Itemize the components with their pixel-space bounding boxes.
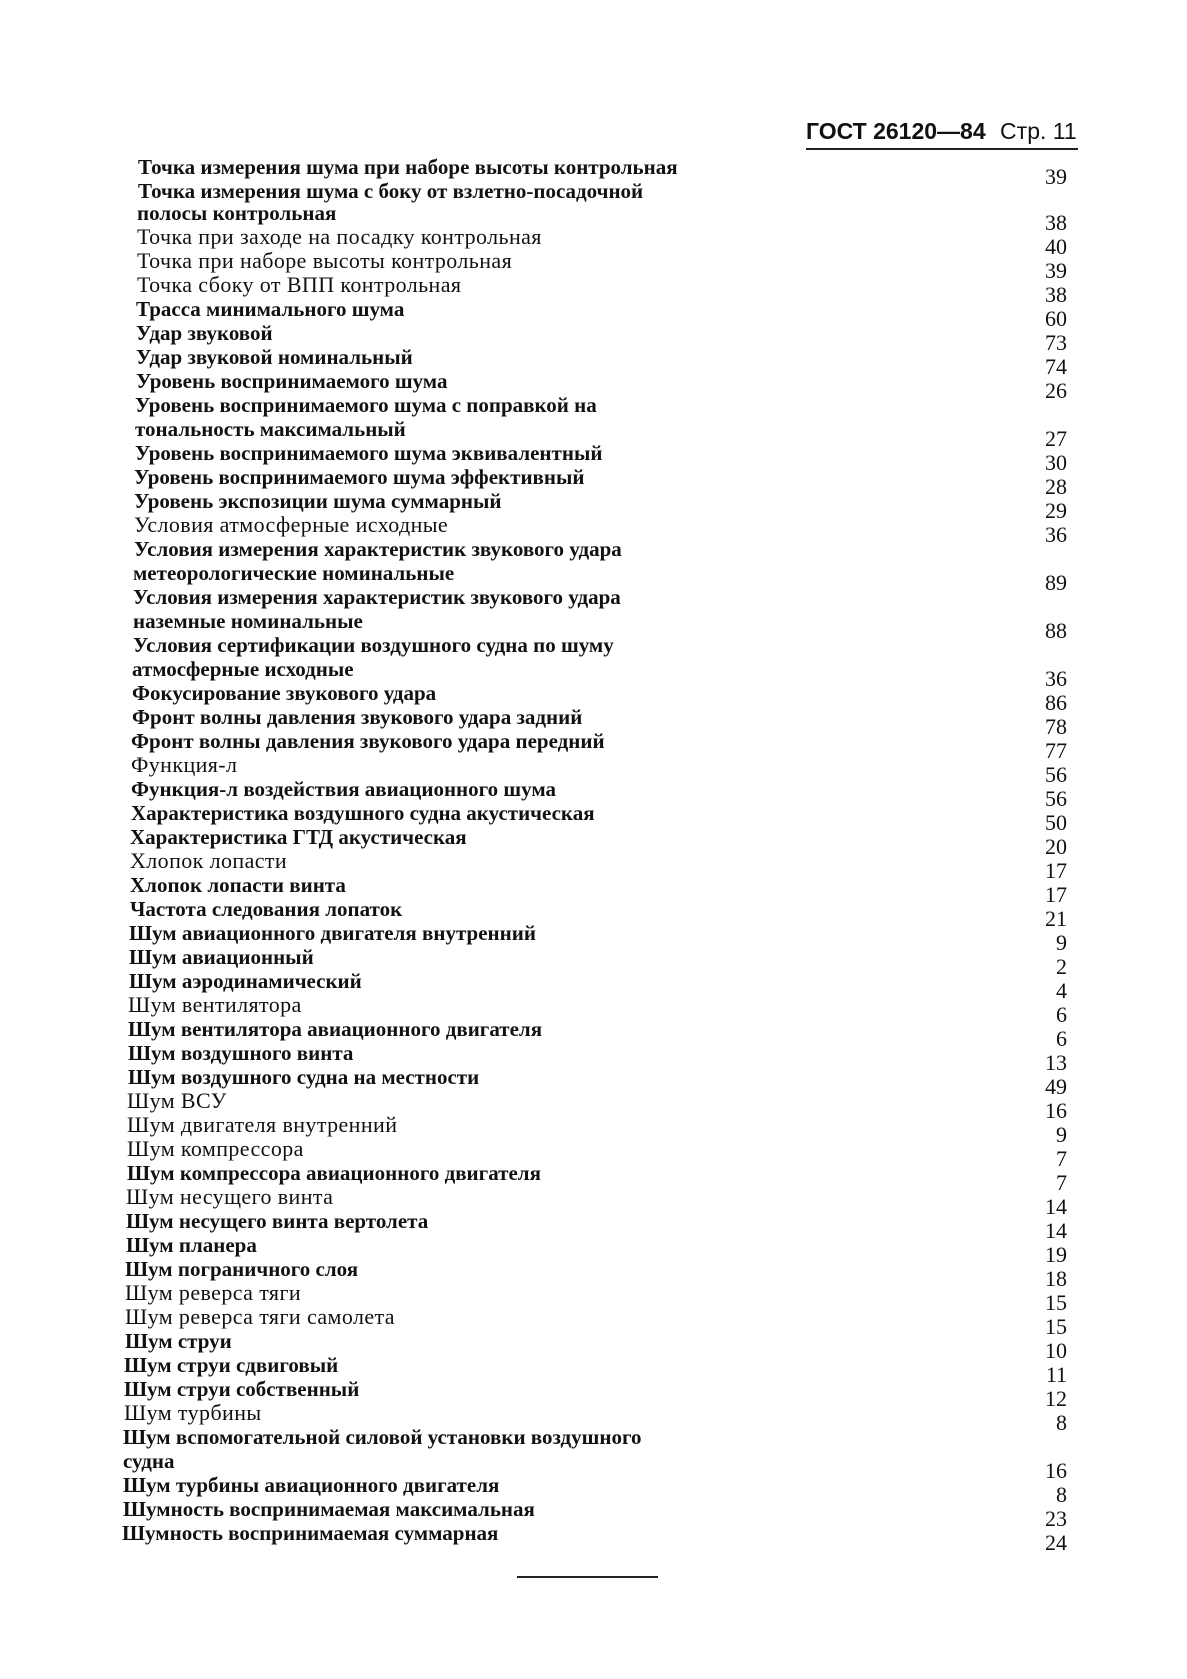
index-term: Удар звуковой: [136, 321, 273, 345]
index-term: Хлопок лопасти: [130, 848, 288, 873]
index-term: Хлопок лопасти винта: [130, 873, 346, 897]
index-page-number: 36: [1045, 522, 1067, 547]
index-page-number: 60: [1045, 306, 1067, 331]
index-term: Шум вентилятора авиационного двигателя: [128, 1017, 543, 1041]
index-page-number: 16: [1045, 1098, 1067, 1123]
index-term: Шум вентилятора: [128, 992, 302, 1017]
index-page-number: 49: [1045, 1074, 1067, 1099]
index-page-number: 16: [1045, 1458, 1067, 1483]
index-term: Шум турбины: [124, 1400, 262, 1425]
standard-number: ГОСТ 26120—84: [806, 118, 986, 144]
index-term: Шум воздушного судна на местности: [128, 1065, 480, 1089]
index-term: Трасса минимального шума: [136, 297, 405, 321]
index-term: Частота следования лопаток: [130, 897, 403, 921]
page-number: Стр. 11: [1000, 118, 1077, 144]
index-page-number: 20: [1045, 834, 1067, 859]
index-term: Шум планера: [126, 1233, 257, 1257]
index-page-number: 36: [1045, 666, 1067, 691]
index-page-number: 13: [1045, 1050, 1067, 1075]
index-term: Фокусирование звукового удара: [132, 681, 437, 705]
index-term: Фронт волны давления звукового удара задний: [132, 705, 583, 729]
index-term: Шумность воспринимаемая максимальная: [123, 1497, 535, 1521]
index-term: Шум вспомогательной силовой установки воздушного: [123, 1425, 642, 1449]
index-term: метеорологические номинальные: [133, 561, 455, 585]
index-page-number: 78: [1045, 714, 1067, 739]
index-term: Точка при наборе высоты контрольная: [137, 248, 513, 273]
index-term: Шум компрессора: [127, 1136, 304, 1161]
index-page-number: 73: [1045, 330, 1067, 355]
index-page-number: 17: [1045, 858, 1067, 883]
index-page-number: 10: [1045, 1338, 1067, 1363]
index-page-number: 9: [1056, 930, 1067, 955]
index-term: Уровень воспринимаемого шума эффективный: [134, 465, 585, 489]
index-term: Точка при заходе на посадку контрольная: [137, 224, 542, 249]
index-term: Шум компрессора авиационного двигателя: [127, 1161, 541, 1185]
index-term: Уровень воспринимаемого шума: [136, 369, 448, 393]
index-term: Шум турбины авиационного двигателя: [123, 1473, 500, 1497]
index-term: Удар звуковой номинальный: [136, 345, 413, 369]
index-term: Точка сбоку от ВПП контрольная: [137, 272, 462, 297]
index-page-number: 56: [1045, 762, 1067, 787]
index-term: наземные номинальные: [133, 609, 363, 633]
index-page-number: 26: [1045, 378, 1067, 403]
index-page-number: 40: [1045, 234, 1067, 259]
index-term: Шум несущего винта: [126, 1184, 334, 1209]
index-term: Условия измерения характеристик звукового удара: [133, 585, 621, 609]
index-page-number: 8: [1056, 1410, 1067, 1435]
index-term: Условия измерения характеристик звукового удара: [134, 537, 622, 561]
index-term: Уровень воспринимаемого шума эквивалентный: [135, 441, 603, 465]
index-term: Шум ВСУ: [127, 1088, 227, 1113]
index-term: Уровень экспозиции шума суммарный: [134, 489, 502, 513]
index-page-number: 89: [1045, 570, 1067, 595]
index-term: Шум струи: [125, 1329, 232, 1353]
index-page-number: 4: [1056, 978, 1067, 1003]
index-page-number: 7: [1056, 1170, 1067, 1195]
index-page-number: 7: [1056, 1146, 1067, 1171]
index-term: Точка измерения шума при наборе высоты контрольная: [138, 155, 678, 179]
index-page-number: 28: [1045, 474, 1067, 499]
index-page-number: 9: [1056, 1122, 1067, 1147]
index-page-number: 12: [1045, 1386, 1067, 1411]
index-term: Шум струи собственный: [124, 1377, 360, 1401]
index-term: Шумность воспринимаемая суммарная: [122, 1521, 499, 1545]
index-term: Шум реверса тяги: [125, 1280, 302, 1305]
index-page-number: 27: [1045, 426, 1067, 451]
index-term: Шум несущего винта вертолета: [126, 1209, 429, 1233]
index-page-number: 14: [1045, 1194, 1067, 1219]
index-term: Шум авиационный: [129, 945, 314, 969]
index-page-number: 6: [1056, 1026, 1067, 1051]
index-page-number: 15: [1045, 1290, 1067, 1315]
index-term: судна: [123, 1449, 175, 1473]
index-page-number: 24: [1045, 1530, 1067, 1555]
index-page-number: 23: [1045, 1506, 1067, 1531]
index-page-number: 38: [1045, 210, 1067, 235]
index-page-number: 6: [1056, 1002, 1067, 1027]
index-page-number: 74: [1045, 354, 1067, 379]
index-page-number: 77: [1045, 738, 1067, 763]
index-term: Шум реверса тяги самолета: [125, 1304, 395, 1329]
index-term: Шум пограничного слоя: [125, 1257, 359, 1281]
index-term: Шум авиационного двигателя внутренний: [129, 921, 536, 945]
index-term: Точка измерения шума с боку от взлетно-посадочной: [138, 179, 644, 203]
index-term: Фронт волны давления звукового удара передний: [131, 729, 605, 753]
index-term: Шум воздушного винта: [128, 1041, 354, 1065]
index-page-number: 17: [1045, 882, 1067, 907]
index-term: Уровень воспринимаемого шума с поправкой на: [135, 393, 597, 417]
end-rule: [517, 1576, 658, 1578]
index-page-number: 39: [1045, 258, 1067, 283]
index-term: Условия атмосферные исходные: [134, 512, 449, 537]
index-term: Функция-л воздействия авиационного шума: [131, 777, 557, 801]
index-term: Шум аэродинамический: [129, 969, 362, 993]
index-term: Шум струи сдвиговый: [124, 1353, 339, 1377]
index-page-number: 39: [1045, 164, 1067, 189]
index-page-number: 8: [1056, 1482, 1067, 1507]
index-term: полосы контрольная: [137, 201, 337, 225]
index-term: тональность максимальный: [135, 417, 406, 441]
index-term: Функция-л: [131, 752, 238, 777]
index-term: Характеристика ГТД акустическая: [130, 825, 467, 849]
index-page-number: 21: [1045, 906, 1067, 931]
index-page-number: 14: [1045, 1218, 1067, 1243]
index-page-number: 86: [1045, 690, 1067, 715]
index-term: атмосферные исходные: [132, 657, 354, 681]
index-page-number: 15: [1045, 1314, 1067, 1339]
index-page-number: 19: [1045, 1242, 1067, 1267]
index-page-number: 56: [1045, 786, 1067, 811]
index-page-number: 88: [1045, 618, 1067, 643]
index-page-number: 30: [1045, 450, 1067, 475]
index-term: Шум двигателя внутренний: [127, 1112, 398, 1137]
index-page-number: 50: [1045, 810, 1067, 835]
index-page-number: 11: [1045, 1362, 1067, 1387]
index-page-number: 2: [1056, 954, 1067, 979]
index-page-number: 38: [1045, 282, 1067, 307]
index-page-number: 29: [1045, 498, 1067, 523]
index-page-number: 18: [1045, 1266, 1067, 1291]
index-term: Условия сертификации воздушного судна по шуму: [133, 633, 614, 657]
index-term: Характеристика воздушного судна акустическая: [131, 801, 595, 825]
